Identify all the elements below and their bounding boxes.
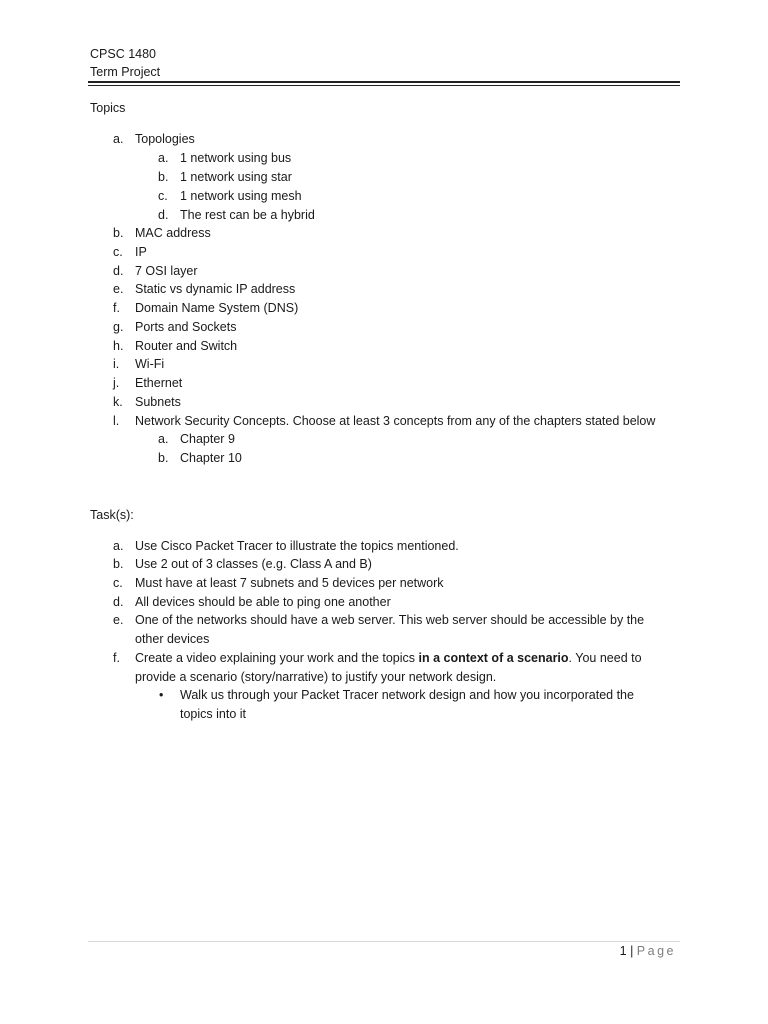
topics-heading: Topics bbox=[90, 101, 126, 115]
list-item-text: MAC address bbox=[135, 226, 211, 240]
list-marker: l. bbox=[113, 414, 120, 428]
list-marker: a. bbox=[158, 432, 169, 446]
list-marker: g. bbox=[113, 320, 124, 334]
list-marker: c. bbox=[113, 576, 123, 590]
list-marker: b. bbox=[158, 451, 169, 465]
list-marker: b. bbox=[158, 170, 169, 184]
list-marker: f. bbox=[113, 301, 120, 315]
list-marker: d. bbox=[113, 595, 124, 609]
list-item-text: 1 network using mesh bbox=[180, 189, 302, 203]
list-item-text: Wi-Fi bbox=[135, 357, 165, 371]
page-label: Page bbox=[636, 944, 676, 958]
document-header bbox=[90, 45, 160, 81]
list-marker: h. bbox=[113, 339, 124, 353]
bullet-marker: • bbox=[159, 688, 164, 702]
page-number: 1 bbox=[619, 944, 627, 958]
list-item-text: Subnets bbox=[135, 395, 181, 409]
list-marker: a. bbox=[113, 132, 124, 146]
list-item-text: All devices should be able to ping one another bbox=[135, 595, 391, 609]
header-divider bbox=[88, 81, 680, 86]
page-footer bbox=[620, 944, 676, 958]
emphasis-text: in a context of a scenario bbox=[418, 651, 569, 665]
list-marker: k. bbox=[113, 395, 123, 409]
list-item-text bbox=[135, 649, 655, 687]
list-item-text: Use Cisco Packet Tracer to illustrate the topics mentioned. bbox=[135, 539, 459, 553]
tasks-heading: Task(s): bbox=[90, 508, 134, 522]
list-item-text: Topologies bbox=[135, 132, 195, 146]
list-marker: c. bbox=[158, 189, 168, 203]
list-item-text: Chapter 10 bbox=[180, 451, 242, 465]
list-item-text: Walk us through your Packet Tracer network design and how you incorporated the topics into it bbox=[180, 688, 634, 721]
list-item-text: Static vs dynamic IP address bbox=[135, 282, 296, 296]
list-item-text: Chapter 9 bbox=[180, 432, 235, 446]
list-marker: j. bbox=[113, 376, 120, 390]
list-item-text: IP bbox=[135, 245, 147, 259]
footer-separator: | bbox=[630, 944, 634, 958]
list-marker: a. bbox=[158, 151, 169, 165]
list-marker: i. bbox=[113, 357, 120, 371]
list-item-text: 1 network using bus bbox=[180, 151, 292, 165]
list-item-text: Network Security Concepts. Choose at least 3 concepts from any of the chapters stated below bbox=[135, 414, 656, 428]
list-item-text: 1 network using star bbox=[180, 170, 292, 184]
list-item-text: Domain Name System (DNS) bbox=[135, 301, 299, 315]
list-item-text: Ethernet bbox=[135, 376, 183, 390]
list-item-text: Must have at least 7 subnets and 5 devices per network bbox=[135, 576, 444, 590]
list-marker: a. bbox=[113, 539, 124, 553]
footer-divider bbox=[88, 941, 680, 942]
list-marker: d. bbox=[113, 264, 124, 278]
list-item-text: One of the networks should have a web server. This web server should be accessible by the other devices bbox=[135, 613, 645, 646]
list-item-text: Router and Switch bbox=[135, 339, 238, 353]
list-item-text: 7 OSI layer bbox=[135, 264, 198, 278]
list-marker: c. bbox=[113, 245, 123, 259]
list-marker: b. bbox=[113, 226, 124, 240]
list-marker: f. bbox=[113, 651, 120, 665]
list-item-text: Ports and Sockets bbox=[135, 320, 237, 334]
list-marker: e. bbox=[113, 282, 124, 296]
list-marker: b. bbox=[113, 557, 124, 571]
text-run: Create a video explaining your work and the topics bbox=[135, 651, 419, 665]
course-code: CPSC 1480 bbox=[90, 47, 157, 61]
list-item-text: Use 2 out of 3 classes (e.g. Class A and B) bbox=[135, 557, 372, 571]
list-item-text: The rest can be a hybrid bbox=[180, 208, 315, 222]
list-marker: e. bbox=[113, 613, 124, 627]
document-title: Term Project bbox=[90, 65, 161, 79]
text-run: . You need to provide a scenario (story/narrative) to justify your network design. bbox=[135, 651, 642, 684]
list-marker: d. bbox=[158, 208, 169, 222]
